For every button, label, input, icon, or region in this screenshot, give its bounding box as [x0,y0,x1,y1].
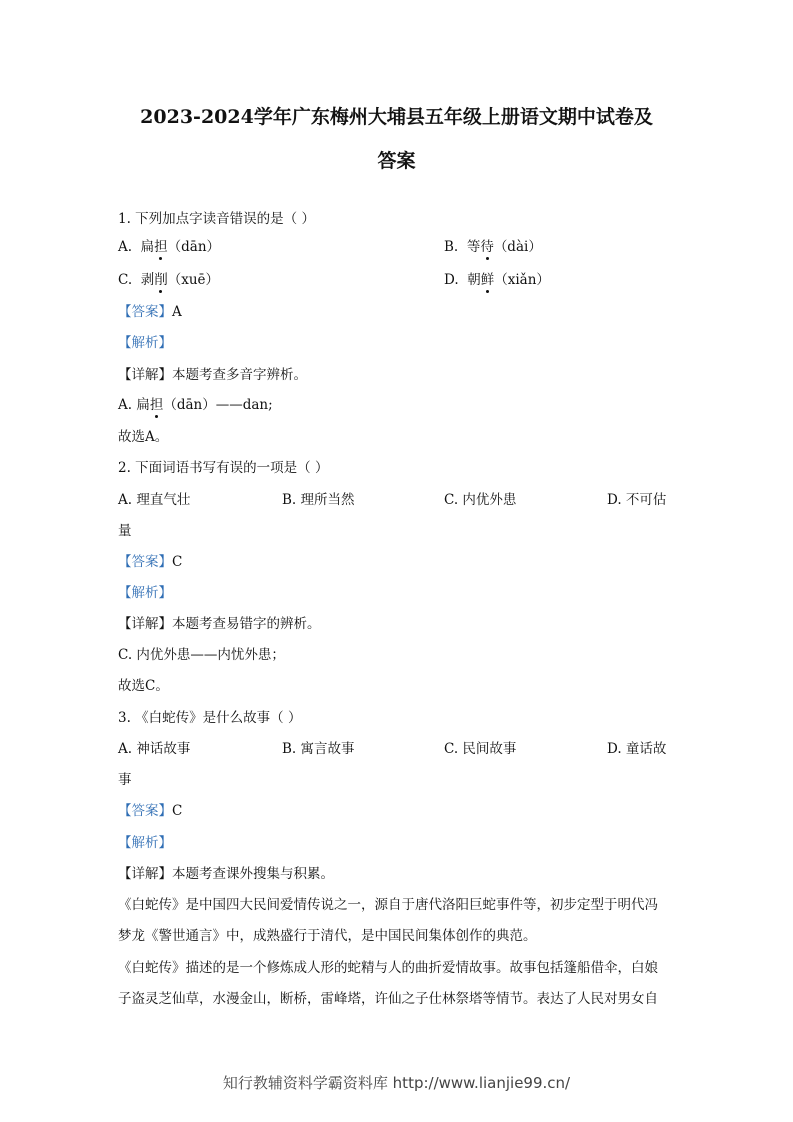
q1-detail: 【详解】本题考查多音字辨析。 [118,367,307,383]
q2-answer [118,550,182,570]
q3-answer-value: C [172,803,183,819]
q1-c-pinyin: （xuē） [167,272,220,288]
q3-stem: 3. 《白蛇传》是什么故事（ ） [118,710,302,726]
q2-option-d: D. 不可估 [607,492,667,508]
q2-answer-tag: 【答案】 [118,554,172,570]
q1-explanation [118,393,273,413]
q3-paragraph1-line2: 梦龙《警世通言》中，成熟盛行于清代，是中国民间集体创作的典范。 [118,928,537,944]
q1-d-pinyin: （xiǎn） [494,272,550,288]
q2-explanation: C. 内优外患——内忧外患； [118,647,285,663]
q3-option-b: B. 寓言故事 [282,741,355,757]
page-title-line1: 2023-2024学年广东梅州大埔县五年级上册语文期中试卷及 [140,106,653,128]
q2-answer-value: C [172,554,183,570]
page-title-line2: 答案 [377,150,416,172]
q1-exp-pre: A. 扁 [118,397,150,413]
q1-exp-post: （dān）——dan; [163,397,273,413]
q3-detail: 【详解】本题考查课外搜集与积累。 [118,866,334,882]
q1-c-label: C. [118,272,133,288]
q2-option-c: C. 内优外患 [444,492,517,508]
q1-option-c [118,268,219,288]
q1-answer-tag: 【答案】 [118,304,172,320]
q1-answer-value: A [172,304,182,320]
q3-paragraph2-line1: 《白蛇传》描述的是一个修炼成人形的蛇精与人的曲折爱情故事。故事包括篷船借伞，白娘 [118,960,658,976]
q3-option-d-wrap: 事 [118,772,132,788]
q1-a-label: A. [118,239,133,255]
q1-b-label: B. [444,239,459,255]
q2-stem: 2. 下面词语书写有误的一项是（ ） [118,460,329,476]
q1-conclusion: 故选A。 [118,429,169,445]
q3-option-a: A. 神话故事 [118,741,191,757]
q1-answer [118,300,182,320]
q1-c-dotted-char: 削 [154,268,168,288]
q1-a-dotted-char: 担 [154,235,168,255]
q1-c-pre: 剥 [140,272,155,288]
q3-option-d: D. 童话故 [607,741,667,757]
q1-analysis-tag: 【解析】 [118,335,172,351]
q3-option-c: C. 民间故事 [444,741,517,757]
q1-a-pinyin: （dān） [167,239,221,255]
q1-option-a [118,235,220,255]
q1-d-pre: 朝 [467,272,481,288]
q2-option-d-wrap: 量 [118,523,132,539]
q1-b-dotted-char: 待 [480,235,494,255]
footer-watermark: 知行教辅资料学霸资料库 http://www.lianjie99.cn/ [222,1074,571,1092]
q1-option-d [444,268,550,288]
q1-a-pre: 扁 [140,239,155,255]
q1-b-pinyin: （dài） [493,239,542,255]
q1-d-dotted-char: 鲜 [481,268,495,288]
q2-detail: 【详解】本题考查易错字的辨析。 [118,616,321,632]
q2-conclusion: 故选C。 [118,678,169,694]
q1-d-label: D. [444,272,459,288]
q3-analysis-tag: 【解析】 [118,835,172,851]
q1-exp-dotted-char: 担 [150,393,164,413]
q1-b-pre: 等 [466,239,481,255]
q3-paragraph1-line1: 《白蛇传》是中国四大民间爱情传说之一，源自于唐代洛阳巨蛇事件等，初步定型于明代冯 [118,897,658,913]
q2-analysis-tag: 【解析】 [118,585,172,601]
q1-stem: 1. 下列加点字读音错误的是（ ） [118,211,315,227]
q2-option-a: A. 理直气壮 [118,492,191,508]
q3-answer [118,799,182,819]
q3-paragraph2-line2: 子盗灵芝仙草，水漫金山，断桥，雷峰塔，许仙之子仕林祭塔等情节。表达了人民对男女自 [118,991,658,1007]
q3-answer-tag: 【答案】 [118,803,172,819]
q2-option-b: B. 理所当然 [282,492,355,508]
q1-option-b [444,235,542,255]
